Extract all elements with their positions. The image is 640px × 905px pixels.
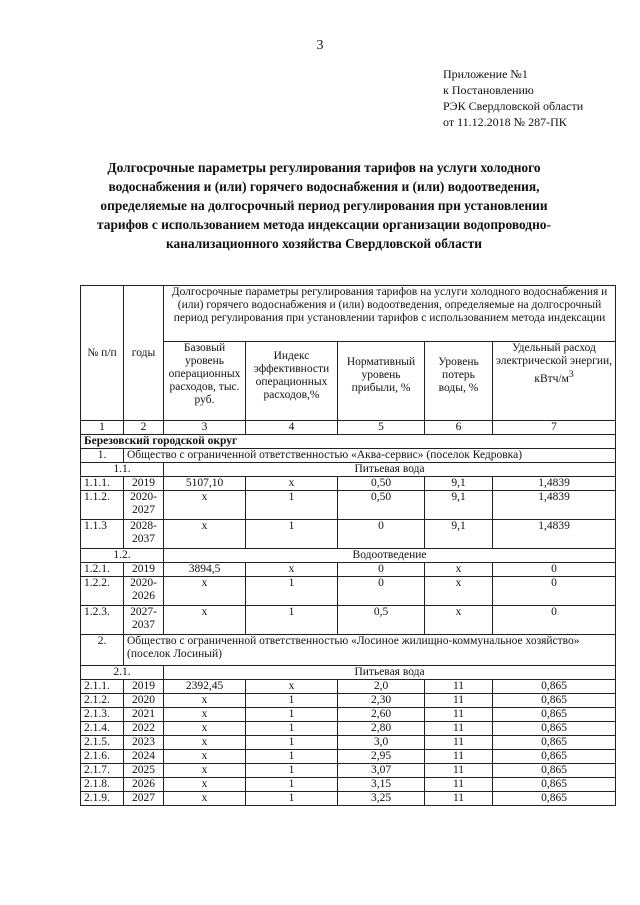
row-energy: 0,865 bbox=[493, 722, 616, 736]
district-name: Березовский городской округ bbox=[81, 435, 616, 449]
row-efficiency-index: 1 bbox=[246, 778, 338, 792]
row-base-opex: х bbox=[164, 764, 246, 778]
table-row bbox=[81, 764, 616, 778]
row-years: 2023 bbox=[124, 736, 164, 750]
row-efficiency-index: 1 bbox=[246, 792, 338, 806]
row-years: 2019 bbox=[124, 680, 164, 694]
row-years: 2021 bbox=[124, 708, 164, 722]
row-efficiency-index: х bbox=[246, 477, 338, 491]
row-water-loss: 11 bbox=[425, 680, 493, 694]
row-efficiency-index: х bbox=[246, 563, 338, 577]
table-row bbox=[81, 680, 616, 694]
appendix-block bbox=[443, 66, 583, 130]
row-num: 2.1.4. bbox=[81, 722, 124, 736]
row-years: 2027- 2037 bbox=[124, 606, 164, 635]
row-num: 1.2.2. bbox=[81, 577, 124, 606]
row-efficiency-index: х bbox=[246, 680, 338, 694]
row-num: 2.1.5. bbox=[81, 736, 124, 750]
row-energy: 0,865 bbox=[493, 736, 616, 750]
row-water-loss: х bbox=[425, 577, 493, 606]
column-number: 6 bbox=[425, 421, 493, 435]
org-num: 2. bbox=[81, 635, 124, 666]
table-row bbox=[81, 491, 616, 520]
row-profit: 0,50 bbox=[338, 491, 425, 520]
header-efficiency-index: Индекс эффективности операционных расходов,% bbox=[246, 342, 338, 421]
row-num: 2.1.2. bbox=[81, 694, 124, 708]
row-water-loss: 11 bbox=[425, 722, 493, 736]
row-profit: 0 bbox=[338, 577, 425, 606]
table-row bbox=[81, 736, 616, 750]
table-row bbox=[81, 635, 616, 666]
header-num: № п/п bbox=[81, 286, 124, 421]
table-row bbox=[81, 563, 616, 577]
row-base-opex: х bbox=[164, 708, 246, 722]
row-num: 1.2.3. bbox=[81, 606, 124, 635]
column-number: 3 bbox=[164, 421, 246, 435]
row-energy: 0,865 bbox=[493, 680, 616, 694]
row-num: 2.1.8. bbox=[81, 778, 124, 792]
row-num: 1.2.1. bbox=[81, 563, 124, 577]
row-base-opex: х bbox=[164, 520, 246, 549]
row-efficiency-index: 1 bbox=[246, 722, 338, 736]
row-num: 1.1.2. bbox=[81, 491, 124, 520]
row-profit: 2,95 bbox=[338, 750, 425, 764]
row-water-loss: 11 bbox=[425, 750, 493, 764]
row-profit: 2,30 bbox=[338, 694, 425, 708]
table-row bbox=[81, 708, 616, 722]
page-number: 3 bbox=[316, 38, 324, 53]
row-years: 2026 bbox=[124, 778, 164, 792]
row-water-loss: 11 bbox=[425, 708, 493, 722]
table-row bbox=[81, 606, 616, 635]
column-number: 2 bbox=[124, 421, 164, 435]
row-num: 1.1.3 bbox=[81, 520, 124, 549]
row-years: 2020- 2027 bbox=[124, 491, 164, 520]
row-energy: 0,865 bbox=[493, 792, 616, 806]
column-number: 7 bbox=[493, 421, 616, 435]
header-energy-text: Удельный расход электрической энергии, кВтч/м bbox=[496, 342, 613, 385]
row-years: 2020- 2026 bbox=[124, 577, 164, 606]
row-base-opex: х bbox=[164, 792, 246, 806]
row-years: 2025 bbox=[124, 764, 164, 778]
section-label: Водоотведение bbox=[164, 549, 616, 563]
header-group: Долгосрочные параметры регулирования тарифов на услуги холодного водоснабжения и (или) горячего водоснабжения и (или) водоотведения, определяемые на долгосрочный период регулирования при установлении тарифов с использованием метода индексации bbox=[164, 286, 616, 342]
org-name: Общество с ограниченной ответственностью «Аква-сервис» (поселок Кедровка) bbox=[124, 449, 616, 463]
org-num: 1. bbox=[81, 449, 124, 463]
row-base-opex: х bbox=[164, 577, 246, 606]
header-years: годы bbox=[124, 286, 164, 421]
row-profit: 3,0 bbox=[338, 736, 425, 750]
row-years: 2022 bbox=[124, 722, 164, 736]
row-profit: 2,80 bbox=[338, 722, 425, 736]
row-years: 2019 bbox=[124, 563, 164, 577]
row-base-opex: 5107,10 bbox=[164, 477, 246, 491]
section-num: 1.1. bbox=[81, 463, 164, 477]
row-energy: 0,865 bbox=[493, 694, 616, 708]
row-energy: 1,4839 bbox=[493, 520, 616, 549]
header-energy bbox=[493, 342, 616, 421]
row-num: 2.1.7. bbox=[81, 764, 124, 778]
section-label: Питьевая вода bbox=[164, 463, 616, 477]
table-row bbox=[81, 577, 616, 606]
row-water-loss: 11 bbox=[425, 792, 493, 806]
column-number: 5 bbox=[338, 421, 425, 435]
row-years: 2019 bbox=[124, 477, 164, 491]
table-row bbox=[81, 792, 616, 806]
section-num: 1.2. bbox=[81, 549, 164, 563]
header-base-opex: Базовый уровень операционных расходов, тыс. руб. bbox=[164, 342, 246, 421]
row-water-loss: 9,1 bbox=[425, 491, 493, 520]
row-water-loss: 9,1 bbox=[425, 477, 493, 491]
table-row bbox=[81, 477, 616, 491]
row-base-opex: х bbox=[164, 778, 246, 792]
document-title: Долгосрочные параметры регулирования тарифов на услуги холодного водоснабжения и (или) горячего водоснабжения и (или) водоотведения, определяемые на долгосрочный период регулирования при установлении тарифов с использованием метода индексации организации водопроводно-канализационного хозяйства Свердловской области bbox=[97, 160, 551, 251]
column-number: 4 bbox=[246, 421, 338, 435]
parameters-table bbox=[80, 285, 616, 806]
appendix-line: РЭК Свердловской области bbox=[443, 99, 584, 113]
table-row bbox=[81, 778, 616, 792]
row-num: 2.1.3. bbox=[81, 708, 124, 722]
row-efficiency-index: 1 bbox=[246, 577, 338, 606]
table-row bbox=[81, 549, 616, 563]
table-row bbox=[81, 449, 616, 463]
table-row bbox=[81, 435, 616, 449]
column-number: 1 bbox=[81, 421, 124, 435]
row-profit: 3,07 bbox=[338, 764, 425, 778]
header-water-loss: Уровень потерь воды, % bbox=[425, 342, 493, 421]
row-efficiency-index: 1 bbox=[246, 491, 338, 520]
row-base-opex: х bbox=[164, 736, 246, 750]
row-profit: 0 bbox=[338, 563, 425, 577]
row-water-loss: х bbox=[425, 606, 493, 635]
header-profit: Нормативный уровень прибыли, % bbox=[338, 342, 425, 421]
row-years: 2020 bbox=[124, 694, 164, 708]
row-base-opex: х bbox=[164, 606, 246, 635]
row-num: 1.1.1. bbox=[81, 477, 124, 491]
table-row bbox=[81, 722, 616, 736]
row-profit: 2,60 bbox=[338, 708, 425, 722]
row-num: 2.1.9. bbox=[81, 792, 124, 806]
table-row bbox=[81, 694, 616, 708]
row-efficiency-index: 1 bbox=[246, 764, 338, 778]
appendix-line: Приложение №1 bbox=[443, 67, 528, 81]
row-profit: 2,0 bbox=[338, 680, 425, 694]
row-efficiency-index: 1 bbox=[246, 750, 338, 764]
row-water-loss: 11 bbox=[425, 764, 493, 778]
row-water-loss: 11 bbox=[425, 694, 493, 708]
row-num: 2.1.6. bbox=[81, 750, 124, 764]
appendix-line: от 11.12.2018 № 287-ПК bbox=[443, 115, 567, 129]
row-energy: 0 bbox=[493, 563, 616, 577]
row-energy: 1,4839 bbox=[493, 491, 616, 520]
row-energy: 0 bbox=[493, 577, 616, 606]
row-efficiency-index: 1 bbox=[246, 520, 338, 549]
row-energy: 0,865 bbox=[493, 708, 616, 722]
row-base-opex: х bbox=[164, 694, 246, 708]
row-energy: 0,865 bbox=[493, 764, 616, 778]
row-profit: 3,25 bbox=[338, 792, 425, 806]
row-water-loss: х bbox=[425, 563, 493, 577]
table-row bbox=[81, 520, 616, 549]
row-energy: 1,4839 bbox=[493, 477, 616, 491]
org-name: Общество с ограниченной ответственностью «Лосиное жилищно-коммунальное хозяйство» (поселок Лосиный) bbox=[124, 635, 616, 666]
row-base-opex: х bbox=[164, 722, 246, 736]
row-base-opex: 3894,5 bbox=[164, 563, 246, 577]
row-energy: 0 bbox=[493, 606, 616, 635]
row-profit: 3,15 bbox=[338, 778, 425, 792]
header-energy-sup: 3 bbox=[568, 369, 574, 380]
row-base-opex: х bbox=[164, 750, 246, 764]
row-years: 2027 bbox=[124, 792, 164, 806]
row-profit: 0,5 bbox=[338, 606, 425, 635]
table-row bbox=[81, 463, 616, 477]
table-row bbox=[81, 666, 616, 680]
row-water-loss: 11 bbox=[425, 778, 493, 792]
row-efficiency-index: 1 bbox=[246, 736, 338, 750]
row-energy: 0,865 bbox=[493, 750, 616, 764]
section-label: Питьевая вода bbox=[164, 666, 616, 680]
row-years: 2028- 2037 bbox=[124, 520, 164, 549]
row-water-loss: 9,1 bbox=[425, 520, 493, 549]
row-profit: 0,50 bbox=[338, 477, 425, 491]
row-efficiency-index: 1 bbox=[246, 606, 338, 635]
row-base-opex: 2392,45 bbox=[164, 680, 246, 694]
row-base-opex: х bbox=[164, 491, 246, 520]
row-efficiency-index: 1 bbox=[246, 694, 338, 708]
row-water-loss: 11 bbox=[425, 736, 493, 750]
row-years: 2024 bbox=[124, 750, 164, 764]
appendix-line: к Постановлению bbox=[443, 83, 534, 97]
row-energy: 0,865 bbox=[493, 778, 616, 792]
row-profit: 0 bbox=[338, 520, 425, 549]
row-efficiency-index: 1 bbox=[246, 708, 338, 722]
section-num: 2.1. bbox=[81, 666, 164, 680]
table-row bbox=[81, 750, 616, 764]
row-num: 2.1.1. bbox=[81, 680, 124, 694]
